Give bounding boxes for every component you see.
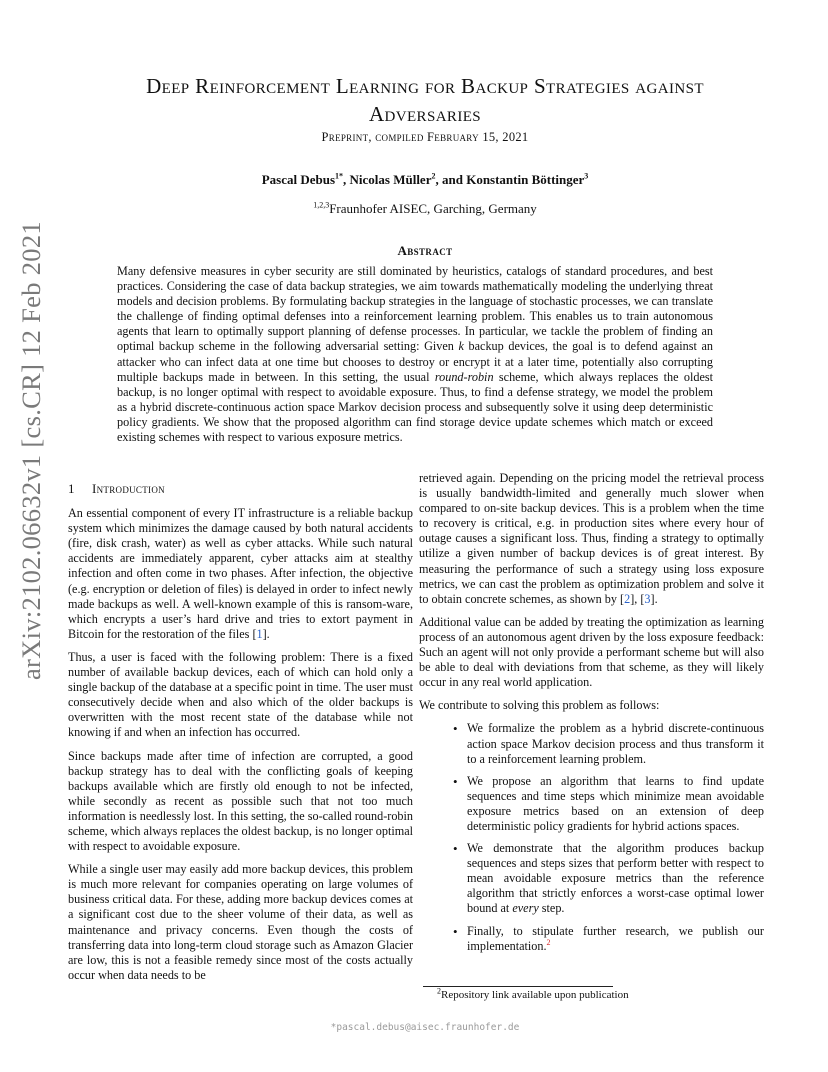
author-list: Pascal Debus$^{1*}$, Nicolas Müller$^2$, and Konstantin Böttinger$^3$ (261, 171, 589, 187)
paragraph: Additional value can be added by treating the optimization as learning process of an autonomous agent driven by the loss exposure feedback: Such an agent will not only provide a performant scheme but will also be able to deal with deviations from that scheme, as they will likely occur in any real world application. (419, 614, 764, 690)
paragraph: We contribute to solving this problem as follows: (419, 698, 660, 713)
footnote-mark[interactable]: 2 (546, 937, 551, 947)
author-sup: 3 (584, 171, 589, 181)
footnote-rule (423, 986, 613, 987)
citation-link[interactable]: 3 (644, 591, 651, 606)
author-name: Pascal Debus (261, 172, 336, 187)
author-name: Nicolas Müller (349, 172, 432, 187)
abstract-text: Many defensive measures in cyber security are still dominated by heuristics, catalogs of standard procedures, and best practices. Considering the case of data backup strategies, we aim towards mathematically modeling the underlying threat models and decision problems. By formulating backup strategies in the language of stochastic processes, we can translate the challenge of finding optimal defenses into a reinforcement learning problem. This enables us to train autonomous agents that learn to optimally support planning of defense processes. In particular, we tackle the problem of finding an optimal backup scheme in the following adversarial setting: Given k backup devices, the goal is to defend against an attacker who can infect data at one time but chooses to destroy or encrypt it at a later time, potentially also corrupting multiple backups made in between. In this setting, the usual round-robin scheme, which always replaces the oldest backup, is no longer optimal with respect to avoidable exposure. Thus, to find a defense strategy, we model the problem as a hybrid discrete-continuous action space Markov decision process and subsequently solve it using deep deterministic policy gradients. We show that the proposed algorithm can find storage device update schemes which match or exceed existing schemes with respect to various exposure metrics. (117, 264, 713, 445)
left-column (68, 481, 413, 991)
arxiv-sidebar-id: arXiv:2102.06632v1 [cs.CR] 12 Feb 2021 (16, 221, 46, 680)
list-item: • We propose an algorithm that learns to find update sequences and time steps which minimize mean avoidable exposure metrics based on an extension of deep deterministic policy gradients for hybrid actions spaces. (467, 774, 764, 834)
author-sup: 2 (431, 171, 436, 181)
title-line-1: Deep Reinforcement Learning for Backup Strategies against (146, 74, 704, 98)
list-item: • We formalize the problem as a hybrid discrete-continuous action space Markov decision process and thus transform it to a reinforcement learning problem. (467, 721, 764, 766)
list-item: • Finally, to stipulate further research, we publish our implementation.$^2$ (467, 924, 764, 954)
affiliation: $^{1,2,3}$Fraunhofer AISEC, Garching, Germany (313, 200, 537, 216)
citation-link[interactable]: 1 (256, 626, 263, 641)
corresponding-email: *pascal.debus@aisec.fraunhofer.de (330, 1022, 520, 1033)
author-name: Konstantin Böttinger (466, 172, 585, 187)
paragraph: Thus, a user is faced with the following problem: There is a fixed number of available backup devices, each of which can hold only a single backup of the database at a specific point in time. The user must consecutively decide when and also which of the older backups is overwritten with the most recent state of the database while not knowing if and when an infection has occurred. (68, 649, 413, 740)
paragraph: While a single user may easily add more backup devices, this problem is much more relevant for companies operating on large volumes of business critical data. For these, adding more backup devices comes at a significant cost due to the sheer volume of their data, as well as maintenance and privacy concerns. Even though the costs of transferring data into long-term cloud storage such as Amazon Glacier are low, this is not a feasible remedy since most of the costs actually occur when data needs to be (68, 862, 413, 982)
paragraph: Since backups made after time of infection are corrupted, a good backup strategy has to deal with the conflicting goals of keeping backups available which are firstly old enough to not be infected, while secondly as recent as possible such that not too much information is needlessly lost. In this setting, the so-called round-robin scheme, which always replaces the oldest backup, is no longer optimal with respect to avoidable exposure. (68, 748, 413, 854)
right-column (419, 471, 764, 961)
section-heading: 1 Introduction (68, 481, 165, 496)
paper-title (80, 72, 770, 128)
footnote: $^2$Repository link available upon publication (437, 986, 629, 1001)
paragraph: retrieved again. Depending on the pricing model the retrieval process is usually bandwidth-limited and generally much slower when compared to on-site backup devices. This is a problem when the time to recovery is critical, e.g. in production sites where every hour of outage causes a significant loss. Thus, finding a strategy to optimally utilize a given number of backup devices is of great interest. By measuring the performance of such a strategy using loss exposure metrics, we can cast the problem as optimization problem and solve it to obtain concrete schemes, as shown by [2], [3]. (419, 471, 764, 606)
author-sup: 1* (335, 171, 344, 181)
title-line-2: Adversaries (368, 102, 482, 126)
list-item: • We demonstrate that the algorithm produces backup sequences and steps sizes that perform better with respect to mean avoidable exposure metrics than the reference algorithm that strictly enforces a worst-case optimal lower bound at every step. (467, 841, 764, 916)
citation-link[interactable]: 2 (624, 591, 631, 606)
preprint-date: Preprint, compiled February 15, 2021 (321, 130, 529, 144)
contribution-list (419, 721, 764, 953)
paragraph: An essential component of every IT infrastructure is a reliable backup system which minimizes the damage caused by both natural accidents (fire, disk crash, water) as well as cyber attacks. While such natural accidents are immediately apparent, cyber attacks aim at stealthy infection and often come in two phases. After infection, the objective (e.g. encryption or deletion of files) is delayed in order to infect newly made backups as well. A well-known example of this is ransom-ware, which encrypts a user’s hard drive and tries to extort payment in Bitcoin for the restoration of the files [1]. (68, 506, 413, 641)
abstract-heading: Abstract (397, 243, 453, 258)
